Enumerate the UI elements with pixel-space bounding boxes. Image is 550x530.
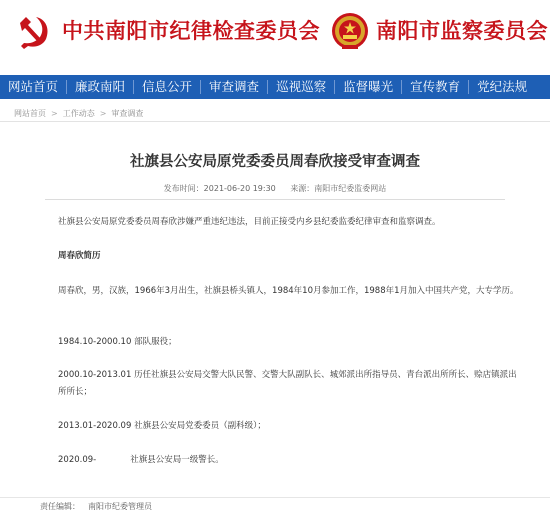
- breadcrumb-link-home[interactable]: 网站首页: [14, 109, 46, 118]
- article-paragraph: 2020.09- 社旗县公安局一级警长。: [58, 455, 224, 465]
- nav-divider: [200, 80, 201, 94]
- nav-item-education[interactable]: 宣传教育: [410, 79, 461, 94]
- editor-name: 南阳市纪委管理员: [88, 502, 152, 511]
- article-paragraph: 2000.10-2013.01 历任社旗县公安局交警大队民警、交警大队副队长、城郊派出所指导员、青台派出所所长、赊店镇派出所所长；: [58, 370, 517, 397]
- article-paragraph: 2013.01-2020.09 社旗县公安局党委委员（副科级）；: [58, 421, 266, 431]
- nav-item-investigation[interactable]: 审查调查: [209, 79, 260, 94]
- party-emblem-icon: [14, 11, 54, 51]
- site-header: [0, 0, 550, 64]
- article-subheading: 周春欣简历: [58, 251, 101, 261]
- meta-divider: [45, 199, 505, 200]
- breadcrumb-divider: [0, 121, 550, 122]
- nav-item-inspection[interactable]: 巡视巡察: [276, 79, 327, 94]
- national-emblem-icon: [330, 10, 370, 52]
- nav-item-home[interactable]: 网站首页: [8, 79, 59, 94]
- article-meta: [0, 183, 550, 194]
- publish-time: 发布时间：2021-06-20 19:30: [163, 184, 276, 193]
- article-source: 来源：南阳市纪委监委网站: [290, 184, 387, 193]
- nav-divider: [334, 80, 335, 94]
- breadcrumb-link-investigation[interactable]: 审查调查: [111, 109, 144, 118]
- nav-divider: [267, 80, 268, 94]
- breadcrumb-separator: >: [99, 109, 107, 118]
- nav-item-info-disclosure[interactable]: 信息公开: [142, 79, 193, 94]
- nav-divider: [66, 80, 67, 94]
- org-name-supervision-commission: 南阳市监察委员会: [376, 18, 548, 43]
- nav-item-clean-government[interactable]: 廉政南阳: [75, 79, 126, 94]
- nav-divider: [468, 80, 469, 94]
- footer-divider: [0, 497, 550, 498]
- main-nav: [0, 75, 550, 99]
- nav-item-regulations[interactable]: 党纪法规: [477, 79, 528, 94]
- nav-divider: [401, 80, 402, 94]
- editor-label: 责任编辑：: [40, 502, 80, 511]
- breadcrumb: [14, 108, 143, 119]
- article-title: 社旗县公安局原党委委员周春欣接受审查调查: [130, 154, 420, 170]
- nav-item-exposure[interactable]: 监督曝光: [343, 79, 394, 94]
- article-paragraph: 社旗县公安局原党委委员周春欣涉嫌严重违纪违法，目前正接受内乡县纪委监委纪律审查和监察调查。: [58, 217, 441, 227]
- org-name-discipline-commission: 中共南阳市纪律检查委员会: [62, 18, 320, 43]
- nav-divider: [133, 80, 134, 94]
- article-paragraph: 1984.10-2000.10 部队服役；: [58, 337, 177, 347]
- breadcrumb-link-work-news[interactable]: 工作动态: [62, 109, 95, 118]
- article-paragraph: 周春欣，男，汉族，1966年3月出生，社旗县桥头镇人，1984年10月参加工作，1988年1月加入中国共产党，大专学历。: [58, 286, 519, 296]
- editor-info: [40, 501, 152, 512]
- breadcrumb-separator: >: [51, 109, 58, 118]
